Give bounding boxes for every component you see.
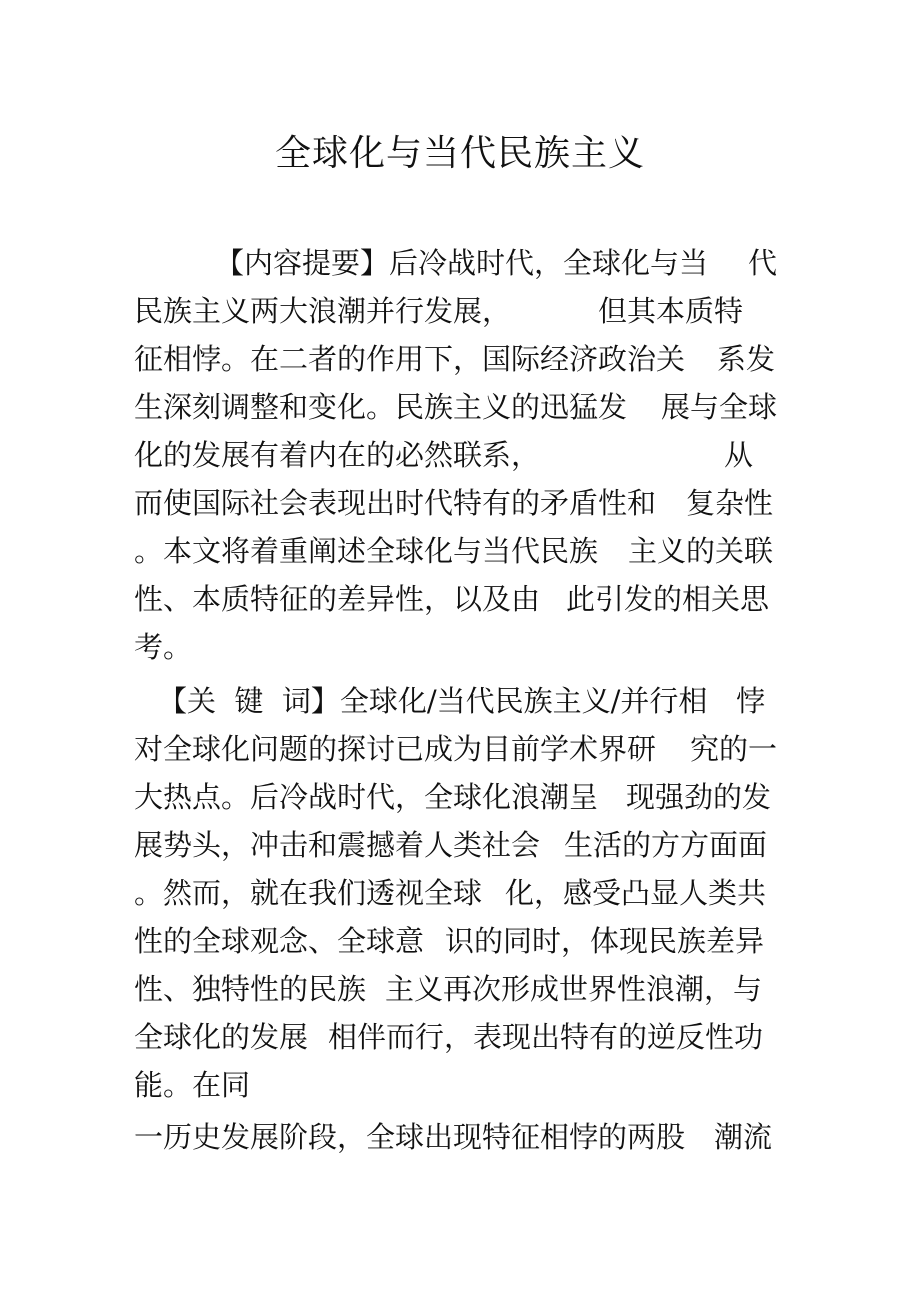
- text-line: [0, 382, 920, 432]
- text-segment: 性、本质特征的差异性，以及由: [134, 582, 541, 616]
- text-line: [0, 334, 920, 384]
- text-segment: 但其本质特: [598, 294, 744, 328]
- text-line: [0, 676, 920, 726]
- text-line: [0, 574, 920, 624]
- text-line: [0, 916, 920, 966]
- text-line: [0, 622, 920, 672]
- text-line: [0, 238, 920, 288]
- text-segment: 潮流: [714, 1120, 773, 1154]
- text-segment: 【内容提要】后冷战时代，全球化与当: [215, 246, 709, 280]
- text-segment: 展与全球: [661, 390, 778, 424]
- text-segment: 【关 键 词】全球化/当代民族主义/并行相: [158, 684, 708, 718]
- text-line: [0, 868, 920, 918]
- text-segment: 化，感受凸显人类共: [505, 876, 767, 910]
- text-segment: 考。: [134, 630, 193, 664]
- text-segment: 生深刻调整和变化。民族主义的迅猛发: [134, 390, 628, 424]
- text-segment: 化的发展有着内在的必然联系，: [134, 438, 541, 472]
- text-segment: 。然而，就在我们透视全球: [134, 876, 483, 910]
- text-segment: 复杂性: [686, 486, 774, 520]
- text-segment: 系发: [717, 342, 776, 376]
- text-segment: 民族主义两大浪潮并行发展，: [134, 294, 512, 328]
- text-line: [0, 1060, 920, 1110]
- text-segment: 相伴而行，表现出特有的逆反性功: [328, 1020, 764, 1054]
- document-title: 全球化与当代民族主义: [274, 133, 645, 174]
- text-segment: 能。在同: [134, 1068, 251, 1102]
- text-segment: 而使国际社会表现出时代特有的矛盾性和: [134, 486, 657, 520]
- text-segment: 主义再次形成世界性浪潮，与: [385, 972, 763, 1006]
- text-line: [0, 526, 920, 576]
- text-segment: 全球化的发展: [134, 1020, 309, 1054]
- text-line: [0, 1012, 920, 1062]
- text-segment: 究的一: [690, 732, 778, 766]
- text-segment: 此引发的相关思: [566, 582, 770, 616]
- text-line: [0, 430, 920, 480]
- text-segment: 。本文将着重阐述全球化与当代民族: [134, 534, 599, 568]
- text-segment: 大热点。后冷战时代，全球化浪潮呈: [134, 780, 599, 814]
- text-line: [0, 820, 920, 870]
- text-line: [0, 478, 920, 528]
- text-line: [0, 964, 920, 1014]
- text-segment: 现强劲的发: [626, 780, 772, 814]
- text-line: [0, 286, 920, 336]
- text-segment: 代: [748, 246, 778, 280]
- text-segment: 展势头，冲击和震撼着人类社会: [134, 828, 541, 862]
- text-segment: 对全球化问题的探讨已成为目前学术界研: [134, 732, 657, 766]
- text-segment: 悖: [736, 684, 766, 718]
- text-segment: 生活的方方面面: [564, 828, 768, 862]
- text-segment: 主义的关联: [628, 534, 774, 568]
- text-segment: 一历史发展阶段，全球出现特征相悖的两股: [134, 1120, 686, 1154]
- text-segment: 从: [724, 438, 754, 472]
- text-segment: 性的全球观念、全球意: [134, 924, 425, 958]
- text-segment: 识的同时，体现民族差异: [445, 924, 765, 958]
- text-segment: 性、独特性的民族: [134, 972, 367, 1006]
- text-segment: 征相悖。在二者的作用下，国际经济政治关: [134, 342, 686, 376]
- text-line: [0, 724, 920, 774]
- text-line: [0, 772, 920, 822]
- text-line: [0, 1112, 920, 1162]
